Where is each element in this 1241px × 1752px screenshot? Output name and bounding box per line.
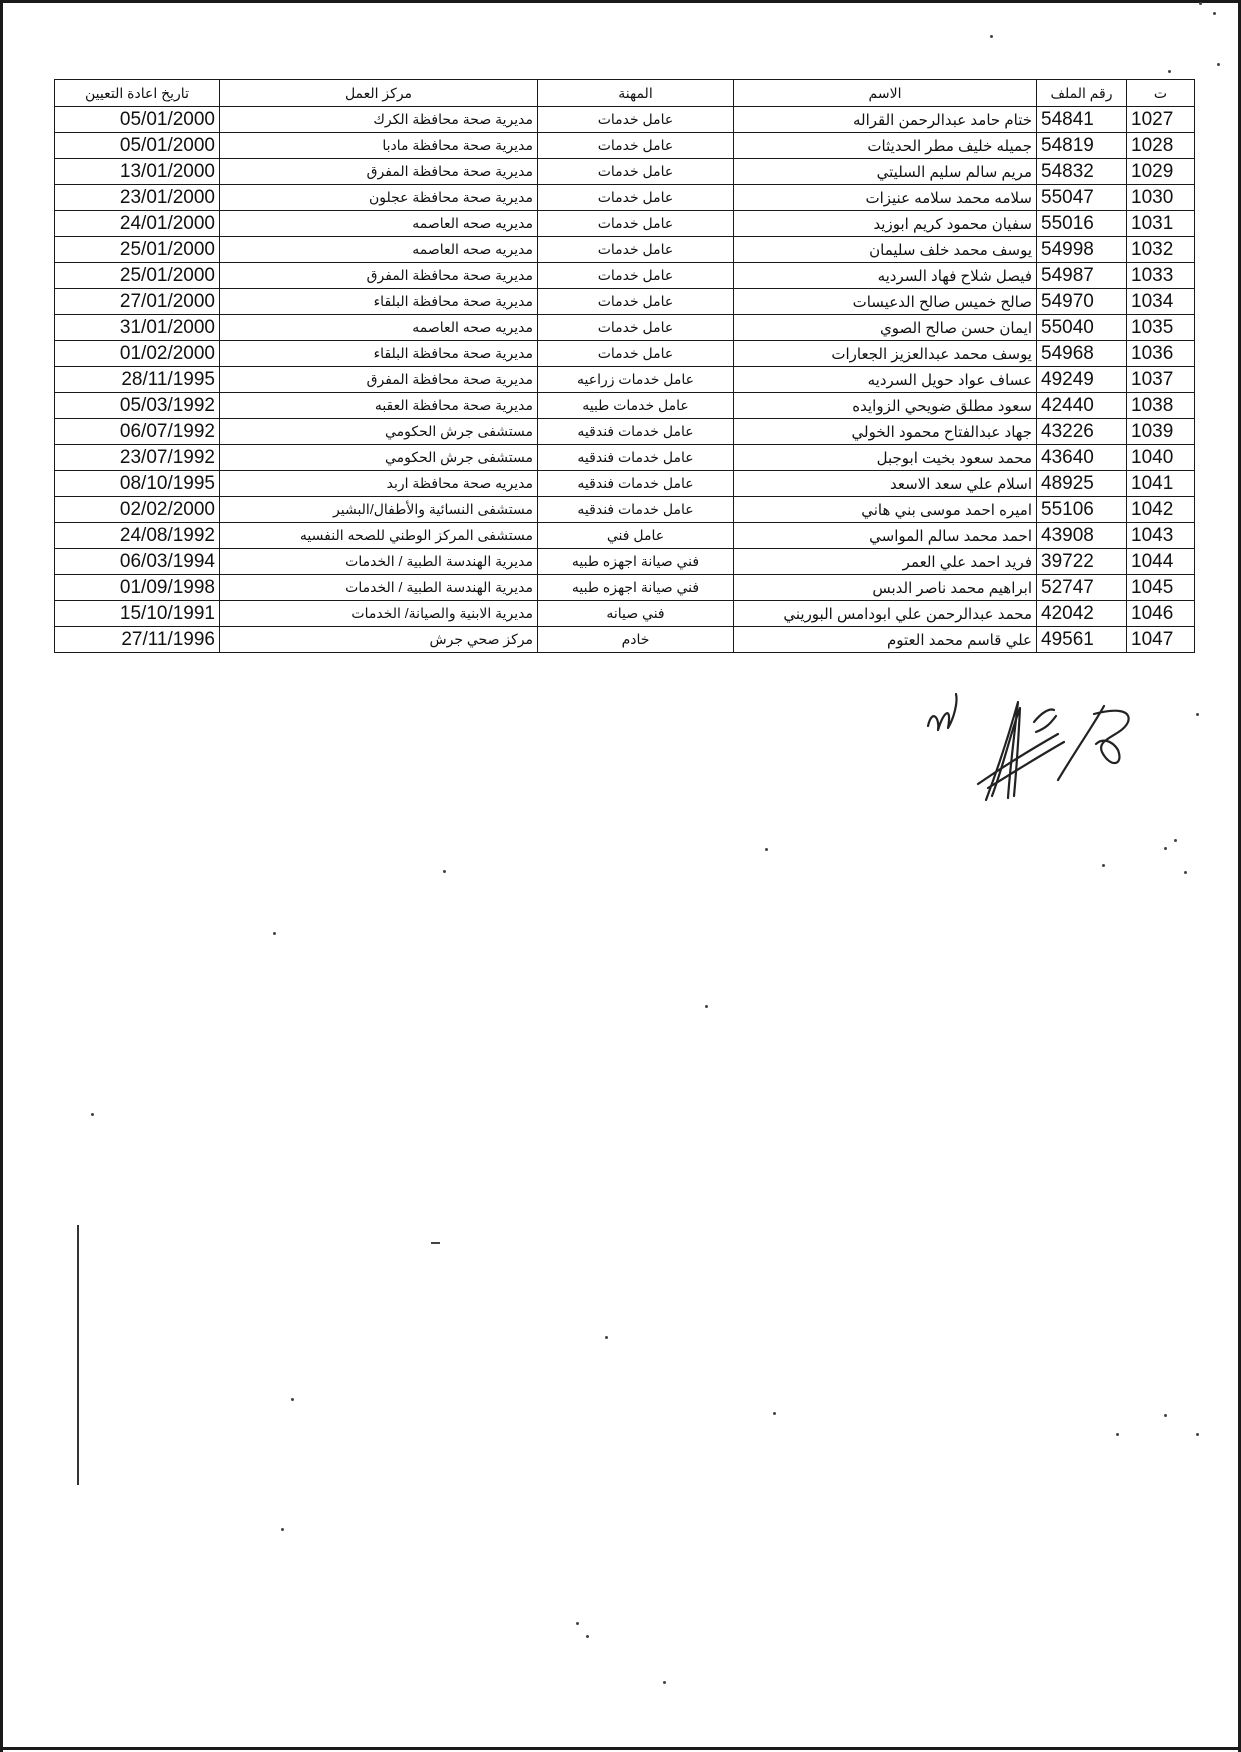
profession-cell: عامل خدمات فندقيه [538, 471, 734, 497]
reappointment-date-cell: 13/01/2000 [55, 159, 220, 185]
scan-speck [605, 1336, 608, 1339]
name-cell: يوسف محمد خلف سليمان [734, 237, 1037, 263]
seq-cell: 1033 [1127, 263, 1195, 289]
file-number-cell: 54987 [1037, 263, 1127, 289]
table-row [55, 289, 1195, 315]
table-row [55, 419, 1195, 445]
profession-cell: خادم [538, 627, 734, 653]
workplace-cell: مديرية الهندسة الطبية / الخدمات [220, 549, 538, 575]
table-row [55, 367, 1195, 393]
scan-speck [273, 932, 276, 935]
reappointment-date-cell: 25/01/2000 [55, 237, 220, 263]
seq-cell: 1047 [1127, 627, 1195, 653]
reappointment-date-cell: 27/11/1996 [55, 627, 220, 653]
scan-speck [1184, 871, 1187, 874]
workplace-cell: مديريه صحه العاصمه [220, 211, 538, 237]
table-row [55, 601, 1195, 627]
name-cell: محمد سعود بخيت ابوجبل [734, 445, 1037, 471]
name-cell: اميره احمد موسى بني هاني [734, 497, 1037, 523]
file-number-cell: 42042 [1037, 601, 1127, 627]
header-profession: المهنة [538, 80, 734, 107]
scan-speck [1196, 713, 1199, 716]
table-body [55, 107, 1195, 653]
employee-reappointment-table [54, 79, 1195, 653]
scan-speck [91, 1113, 94, 1116]
file-number-cell: 43640 [1037, 445, 1127, 471]
scan-left-border [0, 0, 3, 1752]
profession-cell: عامل خدمات [538, 159, 734, 185]
name-cell: يوسف محمد عبدالعزيز الجعارات [734, 341, 1037, 367]
handwritten-signature [918, 688, 1158, 808]
workplace-cell: مديرية صحة محافظة العقبه [220, 393, 538, 419]
name-cell: عساف عواد حويل السرديه [734, 367, 1037, 393]
reappointment-date-cell: 24/01/2000 [55, 211, 220, 237]
reappointment-date-cell: 15/10/1991 [55, 601, 220, 627]
profession-cell: عامل خدمات [538, 341, 734, 367]
workplace-cell: مديريه صحه العاصمه [220, 237, 538, 263]
profession-cell: فني صيانة اجهزه طبيه [538, 575, 734, 601]
workplace-cell: مديرية صحة محافظة مادبا [220, 133, 538, 159]
table-row [55, 549, 1195, 575]
seq-cell: 1032 [1127, 237, 1195, 263]
name-cell: احمد محمد سالم المواسي [734, 523, 1037, 549]
file-number-cell: 54970 [1037, 289, 1127, 315]
scan-speck [765, 848, 768, 851]
profession-cell: عامل خدمات [538, 263, 734, 289]
profession-cell: عامل فني [538, 523, 734, 549]
seq-cell: 1035 [1127, 315, 1195, 341]
reappointment-date-cell: 23/01/2000 [55, 185, 220, 211]
profession-cell: فني صيانه [538, 601, 734, 627]
reappointment-date-cell: 01/09/1998 [55, 575, 220, 601]
seq-cell: 1042 [1127, 497, 1195, 523]
reappointment-date-cell: 06/07/1992 [55, 419, 220, 445]
seq-cell: 1030 [1127, 185, 1195, 211]
file-number-cell: 55106 [1037, 497, 1127, 523]
header-name: الاسم [734, 80, 1037, 107]
scan-speck [1196, 1433, 1199, 1436]
header-file-number: رقم الملف [1037, 80, 1127, 107]
table-header-row [55, 80, 1195, 107]
seq-cell: 1034 [1127, 289, 1195, 315]
workplace-cell: مركز صحي جرش [220, 627, 538, 653]
profession-cell: عامل خدمات فندقيه [538, 445, 734, 471]
workplace-cell: مديرية الابنية والصيانة/ الخدمات [220, 601, 538, 627]
file-number-cell: 48925 [1037, 471, 1127, 497]
name-cell: فيصل شلاح فهاد السرديه [734, 263, 1037, 289]
seq-cell: 1044 [1127, 549, 1195, 575]
name-cell: ابراهيم محمد ناصر الدبس [734, 575, 1037, 601]
table-row [55, 159, 1195, 185]
profession-cell: عامل خدمات [538, 289, 734, 315]
reappointment-date-cell: 06/03/1994 [55, 549, 220, 575]
seq-cell: 1043 [1127, 523, 1195, 549]
file-number-cell: 49249 [1037, 367, 1127, 393]
scan-speck [1164, 847, 1167, 850]
workplace-cell: مستشفى جرش الحكومي [220, 445, 538, 471]
scan-speck [1102, 864, 1105, 867]
reappointment-date-cell: 01/02/2000 [55, 341, 220, 367]
file-number-cell: 55016 [1037, 211, 1127, 237]
profession-cell: عامل خدمات طبيه [538, 393, 734, 419]
name-cell: ختام حامد عبدالرحمن القراله [734, 107, 1037, 133]
seq-cell: 1046 [1127, 601, 1195, 627]
name-cell: سلامه محمد سلامه عنيزات [734, 185, 1037, 211]
workplace-cell: مديريه صحة محافظة اربد [220, 471, 538, 497]
name-cell: ايمان حسن صالح الصوي [734, 315, 1037, 341]
reappointment-date-cell: 08/10/1995 [55, 471, 220, 497]
reappointment-date-cell: 23/07/1992 [55, 445, 220, 471]
name-cell: علي قاسم محمد العتوم [734, 627, 1037, 653]
file-number-cell: 54819 [1037, 133, 1127, 159]
profession-cell: عامل خدمات [538, 315, 734, 341]
seq-cell: 1040 [1127, 445, 1195, 471]
file-number-cell: 43226 [1037, 419, 1127, 445]
header-seq: ت [1127, 80, 1195, 107]
name-cell: مريم سالم سليم السليتي [734, 159, 1037, 185]
profession-cell: عامل خدمات فندقيه [538, 419, 734, 445]
profession-cell: عامل خدمات [538, 237, 734, 263]
seq-cell: 1038 [1127, 393, 1195, 419]
file-number-cell: 55047 [1037, 185, 1127, 211]
seq-cell: 1037 [1127, 367, 1195, 393]
name-cell: سفيان محمود كريم ابوزيد [734, 211, 1037, 237]
workplace-cell: مديرية صحة محافظة البلقاء [220, 341, 538, 367]
reappointment-date-cell: 02/02/2000 [55, 497, 220, 523]
reappointment-date-cell: 31/01/2000 [55, 315, 220, 341]
table-row [55, 133, 1195, 159]
seq-cell: 1027 [1127, 107, 1195, 133]
file-number-cell: 54832 [1037, 159, 1127, 185]
scan-speck [291, 1398, 294, 1401]
table-row [55, 575, 1195, 601]
scan-speck [586, 1635, 589, 1638]
file-number-cell: 39722 [1037, 549, 1127, 575]
scan-artifact-line [77, 1225, 79, 1485]
reappointment-date-cell: 05/01/2000 [55, 107, 220, 133]
workplace-cell: مديرية صحة محافظة عجلون [220, 185, 538, 211]
profession-cell: عامل خدمات [538, 211, 734, 237]
scan-speck [443, 870, 446, 873]
scan-bottom-border [0, 1747, 1241, 1750]
profession-cell: عامل خدمات [538, 133, 734, 159]
table-row [55, 107, 1195, 133]
file-number-cell: 42440 [1037, 393, 1127, 419]
seq-cell: 1036 [1127, 341, 1195, 367]
workplace-cell: مديرية صحة محافظة المفرق [220, 263, 538, 289]
seq-cell: 1031 [1127, 211, 1195, 237]
reappointment-date-cell: 25/01/2000 [55, 263, 220, 289]
scan-top-border [0, 0, 1241, 3]
table-row [55, 211, 1195, 237]
scan-speck [990, 35, 993, 38]
seq-cell: 1039 [1127, 419, 1195, 445]
reappointment-date-cell: 24/08/1992 [55, 523, 220, 549]
profession-cell: عامل خدمات [538, 107, 734, 133]
scan-speck [1168, 70, 1171, 73]
table-row [55, 445, 1195, 471]
table-row [55, 523, 1195, 549]
scan-artifact-dash [431, 1242, 440, 1244]
seq-cell: 1041 [1127, 471, 1195, 497]
scan-speck [663, 1681, 666, 1684]
workplace-cell: مديرية الهندسة الطبية / الخدمات [220, 575, 538, 601]
scan-speck [281, 1528, 284, 1531]
scan-speck [705, 1005, 708, 1008]
name-cell: سعود مطلق ضويحي الزوايده [734, 393, 1037, 419]
profession-cell: عامل خدمات فندقيه [538, 497, 734, 523]
name-cell: محمد عبدالرحمن علي ابودامس البوريني [734, 601, 1037, 627]
workplace-cell: مديرية صحة محافظة الكرك [220, 107, 538, 133]
profession-cell: عامل خدمات زراعيه [538, 367, 734, 393]
name-cell: صالح خميس صالح الدعيسات [734, 289, 1037, 315]
workplace-cell: مديريه صحه العاصمه [220, 315, 538, 341]
seq-cell: 1045 [1127, 575, 1195, 601]
scan-speck [1217, 63, 1220, 66]
workplace-cell: مديرية صحة محافظة المفرق [220, 159, 538, 185]
name-cell: جميله خليف مطر الحديثات [734, 133, 1037, 159]
scan-speck [576, 1622, 579, 1625]
scan-speck [1174, 839, 1177, 842]
table-row [55, 393, 1195, 419]
file-number-cell: 54968 [1037, 341, 1127, 367]
table-row [55, 315, 1195, 341]
workplace-cell: مديرية صحة محافظة البلقاء [220, 289, 538, 315]
name-cell: فريد احمد علي العمر [734, 549, 1037, 575]
file-number-cell: 55040 [1037, 315, 1127, 341]
workplace-cell: مستشفى جرش الحكومي [220, 419, 538, 445]
workplace-cell: مستشفى النسائية والأطفال/البشير [220, 497, 538, 523]
header-workplace: مركز العمل [220, 80, 538, 107]
table-row [55, 237, 1195, 263]
reappointment-date-cell: 27/01/2000 [55, 289, 220, 315]
reappointment-date-cell: 05/01/2000 [55, 133, 220, 159]
file-number-cell: 54998 [1037, 237, 1127, 263]
table-row [55, 627, 1195, 653]
scan-speck [1116, 1433, 1119, 1436]
scan-speck [1213, 12, 1216, 15]
scan-speck [773, 1412, 776, 1415]
header-reappointment-date: تاريخ اعادة التعيين [55, 80, 220, 107]
table-row [55, 263, 1195, 289]
profession-cell: فني صيانة اجهزه طبيه [538, 549, 734, 575]
seq-cell: 1028 [1127, 133, 1195, 159]
reappointment-date-cell: 05/03/1992 [55, 393, 220, 419]
name-cell: اسلام علي سعد الاسعد [734, 471, 1037, 497]
reappointment-date-cell: 28/11/1995 [55, 367, 220, 393]
workplace-cell: مديرية صحة محافظة المفرق [220, 367, 538, 393]
file-number-cell: 49561 [1037, 627, 1127, 653]
table-row [55, 471, 1195, 497]
scan-speck [1199, 2, 1202, 5]
file-number-cell: 54841 [1037, 107, 1127, 133]
scan-speck [1164, 1414, 1167, 1417]
workplace-cell: مستشفى المركز الوطني للصحه النفسيه [220, 523, 538, 549]
file-number-cell: 52747 [1037, 575, 1127, 601]
name-cell: جهاد عبدالفتاح محمود الخولي [734, 419, 1037, 445]
profession-cell: عامل خدمات [538, 185, 734, 211]
seq-cell: 1029 [1127, 159, 1195, 185]
table-row [55, 185, 1195, 211]
file-number-cell: 43908 [1037, 523, 1127, 549]
table-row [55, 341, 1195, 367]
table-row [55, 497, 1195, 523]
